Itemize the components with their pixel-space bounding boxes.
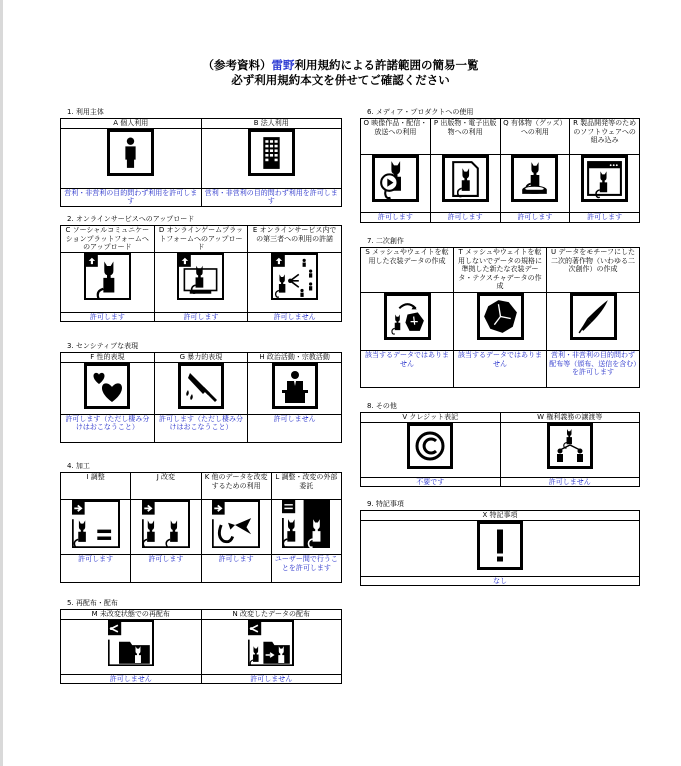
item-header-p: P 出版物・電子出版物への利用: [430, 119, 500, 155]
item-header-s: S メッシュやウェイトを転用した衣装データの作成: [361, 248, 454, 293]
mesh-reuse-icon: [384, 293, 431, 340]
item-header-o: O 映像作品・配信・放送への利用: [361, 119, 431, 155]
item-header-b: B 法人利用: [201, 119, 342, 129]
section-label: 5. 再配布・配布: [67, 599, 118, 607]
item-header-e: E オンラインサービス内での第三者への利用の許諾: [248, 226, 342, 253]
section-processing: [60, 462, 342, 583]
outsource-icon: [282, 500, 330, 548]
item-header-h: H 政治活動・宗教活動: [248, 353, 342, 363]
software-icon: [581, 155, 628, 202]
item-header-u: U データをモチーフにした二次的著作物（いわゆる二次創作）の作成: [547, 248, 640, 293]
status-w: 許可しません: [500, 477, 640, 487]
title-prefix: （参考資料）: [202, 58, 272, 72]
costume-icon: [477, 293, 524, 340]
copyright-icon: [407, 423, 453, 469]
item-header-a: A 個人利用: [61, 119, 202, 129]
status-b: 営利・非営利の目的問わず利用を許可します: [201, 188, 342, 206]
item-header-v: V クレジット表記: [361, 413, 501, 423]
page-title: [0, 58, 681, 72]
section-label: 9. 特記事項: [367, 500, 404, 508]
section-special-notes: [360, 500, 640, 586]
status-t: 該当するデータではありません: [454, 351, 547, 388]
permission-table: [60, 118, 342, 207]
pen-icon: [570, 293, 617, 340]
status-g: 許可します（ただし棲み分けはおこなうこと）: [154, 414, 248, 442]
permission-table: [60, 472, 342, 583]
item-header-l: L 調整・改変の外部委託: [271, 473, 341, 500]
rights-transfer-icon: [547, 423, 593, 469]
adjust-icon: [72, 500, 120, 548]
status-l: ユーザー間で行うことを許可します: [271, 555, 341, 583]
section-derivative: [360, 237, 640, 388]
item-header-x: X 特記事項: [361, 511, 640, 521]
section-online-upload: [60, 215, 342, 322]
item-header-f: F 性的表現: [61, 353, 155, 363]
permission-table: [360, 118, 640, 223]
status-p: 許可します: [430, 213, 500, 223]
section-label: 6. メディア・プロダクトへの使用: [367, 108, 474, 116]
status-e: 許可しません: [248, 312, 342, 322]
section-redistribution: [60, 599, 342, 684]
item-header-j: J 改変: [131, 473, 201, 500]
item-header-g: G 暴力的表現: [154, 353, 248, 363]
status-q: 許可します: [500, 213, 570, 223]
section-label: 3. センシティブな表現: [67, 342, 139, 350]
publication-icon: [442, 155, 489, 202]
status-k: 許可します: [201, 555, 271, 583]
redistribute-icon: [108, 620, 154, 666]
person-icon: [107, 129, 154, 176]
permission-table: [60, 609, 342, 684]
status-m: 許可しません: [61, 674, 202, 684]
permission-table: [60, 352, 342, 443]
section-label: 2. オンラインサービスへのアップロード: [67, 215, 195, 223]
video-icon: [372, 155, 419, 202]
modify-icon: [142, 500, 190, 548]
upload-game-icon: [177, 253, 224, 300]
item-header-t: T メッシュやウェイトを転用しないでデータの規格に準拠した新たな衣装データ・テクスチャデータの作成: [454, 248, 547, 293]
section-usage-subject: [60, 108, 342, 207]
section-media-product: [360, 108, 640, 223]
section-other: [360, 402, 640, 487]
knife-icon: [178, 363, 224, 409]
title-suffix: 利用規約による許諾範囲の簡易一覧: [294, 58, 479, 72]
status-v: 不要です: [361, 477, 501, 487]
use-for-other-icon: [212, 500, 260, 548]
status-s: 該当するデータではありません: [361, 351, 454, 388]
item-header-n: N 改変したデータの配布: [201, 610, 342, 620]
status-r: 許可します: [570, 213, 640, 223]
exclamation-icon: [477, 521, 523, 570]
share-third-party-icon: [271, 253, 318, 300]
status-o: 許可します: [361, 213, 431, 223]
status-d: 許可します: [154, 312, 248, 322]
section-label: 8. その他: [367, 402, 397, 410]
page-subtitle: 必ず利用規約本文を併せてご確認ください: [231, 73, 450, 87]
status-i: 許可します: [61, 555, 131, 583]
hearts-icon: [84, 363, 130, 409]
item-header-r: R 製品開発等のためのソフトウェアへの組み込み: [570, 119, 640, 155]
permission-table: [360, 247, 640, 388]
upload-social-icon: [84, 253, 131, 300]
status-f: 許可します（ただし棲み分けはおこなうこと）: [61, 414, 155, 442]
status-x: なし: [361, 576, 640, 586]
item-header-q: Q 有体物（グッズ）への利用: [500, 119, 570, 155]
section-label: 1. 利用主体: [67, 108, 104, 116]
item-header-c: C ソーシャルコミュニケーションプラットフォームへのアップロード: [61, 226, 155, 253]
title-highlight: 雷野: [271, 58, 295, 72]
item-header-m: M 未改変状態での再配布: [61, 610, 202, 620]
status-j: 許可します: [131, 555, 201, 583]
permission-table: [360, 510, 640, 586]
item-header-i: I 調整: [61, 473, 131, 500]
status-h: 許可しません: [248, 414, 342, 442]
goods-icon: [511, 155, 558, 202]
section-sensitive: [60, 342, 342, 443]
section-label: 7. 二次創作: [367, 237, 404, 245]
item-header-d: D オンラインゲームプラットフォームへのアップロード: [154, 226, 248, 253]
section-label: 4. 加工: [67, 462, 90, 470]
status-a: 営利・非営利の目的問わず利用を許可します: [61, 188, 202, 206]
status-n: 許可しません: [201, 674, 342, 684]
permission-table: [360, 412, 640, 487]
building-icon: [248, 129, 295, 176]
podium-icon: [272, 363, 318, 409]
status-c: 許可します: [61, 312, 155, 322]
item-header-k: K 他のデータを改変するための利用: [201, 473, 271, 500]
item-header-w: W 権利義務の譲渡等: [500, 413, 640, 423]
status-u: 営利・非営利の目的問わず配布等（頒布、送信を含む）を許可します: [547, 351, 640, 388]
page-left-edge: [0, 0, 3, 766]
distribute-modified-icon: [248, 620, 294, 666]
permission-table: [60, 225, 342, 322]
